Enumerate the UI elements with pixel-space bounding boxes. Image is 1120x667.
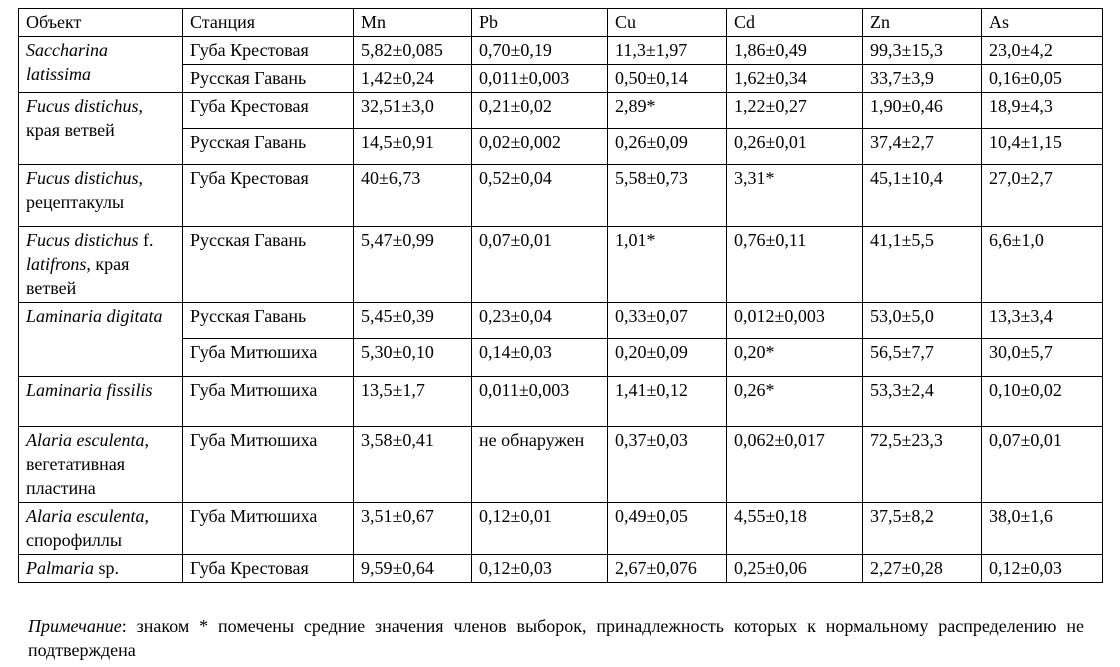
cu-cell: 0,49±0,05 [608,503,727,555]
object-name-part: Laminaria fissilis [26,380,153,400]
mn-cell: 5,82±0,085 [354,37,472,65]
as-cell: 6,6±1,0 [982,227,1103,303]
header-mn: Mn [354,9,472,37]
cd-cell: 0,20* [727,339,863,377]
mn-cell: 32,51±3,0 [354,93,472,129]
pb-cell: 0,02±0,002 [472,129,608,165]
object-cell [19,377,183,427]
table-row [19,503,1103,555]
station-cell: Губа Митюшиха [183,503,354,555]
pb-cell: не обнаружен [472,427,608,503]
as-cell: 10,4±1,15 [982,129,1103,165]
object-name-part: Alaria esculenta [26,430,145,450]
header-row [19,9,1103,37]
station-cell: Губа Крестовая [183,165,354,227]
cu-cell: 11,3±1,97 [608,37,727,65]
mn-cell: 9,59±0,64 [354,555,472,583]
as-cell: 30,0±5,7 [982,339,1103,377]
zn-cell: 2,27±0,28 [863,555,982,583]
station-cell: Русская Гавань [183,227,354,303]
zn-cell: 53,3±2,4 [863,377,982,427]
mn-cell: 3,51±0,67 [354,503,472,555]
as-cell: 13,3±3,4 [982,303,1103,339]
as-cell: 27,0±2,7 [982,165,1103,227]
table-row [19,165,1103,227]
table-note [28,614,1084,662]
cd-cell: 3,31* [727,165,863,227]
mn-cell: 5,45±0,39 [354,303,472,339]
mn-cell: 5,30±0,10 [354,339,472,377]
object-cell [19,503,183,555]
station-cell: Губа Митюшиха [183,377,354,427]
header-object: Объект [19,9,183,37]
cu-cell: 0,20±0,09 [608,339,727,377]
cd-cell: 0,26±0,01 [727,129,863,165]
station-cell: Русская Гавань [183,65,354,93]
object-cell [19,165,183,227]
as-cell: 0,07±0,01 [982,427,1103,503]
mn-cell: 40±6,73 [354,165,472,227]
table-row [19,93,1103,129]
cu-cell: 5,58±0,73 [608,165,727,227]
as-cell: 0,10±0,02 [982,377,1103,427]
object-name-part: , края ветвей [26,254,130,298]
header-cd: Cd [727,9,863,37]
object-name-part: Laminaria digitata [26,306,163,326]
zn-cell: 45,1±10,4 [863,165,982,227]
zn-cell: 99,3±15,3 [863,37,982,65]
cd-cell: 0,25±0,06 [727,555,863,583]
station-cell: Губа Митюшиха [183,339,354,377]
as-cell: 0,16±0,05 [982,65,1103,93]
object-cell [19,303,183,377]
zn-cell: 41,1±5,5 [863,227,982,303]
header-pb: Pb [472,9,608,37]
zn-cell: 53,0±5,0 [863,303,982,339]
zn-cell: 33,7±3,9 [863,65,982,93]
object-name-part: , спорофиллы [26,506,149,550]
cd-cell: 0,012±0,003 [727,303,863,339]
cd-cell: 0,76±0,11 [727,227,863,303]
object-cell [19,37,183,93]
object-name-part: Fucus distichus [26,96,139,116]
table-row [19,377,1103,427]
zn-cell: 37,5±8,2 [863,503,982,555]
object-cell [19,93,183,165]
pb-cell: 0,011±0,003 [472,65,608,93]
cu-cell: 0,33±0,07 [608,303,727,339]
zn-cell: 72,5±23,3 [863,427,982,503]
cd-cell: 1,86±0,49 [727,37,863,65]
pb-cell: 0,52±0,04 [472,165,608,227]
note-label: Примечание [28,616,122,636]
object-name-part: Saccharina latissima [26,40,108,84]
pb-cell: 0,12±0,01 [472,503,608,555]
mn-cell: 14,5±0,91 [354,129,472,165]
as-cell: 38,0±1,6 [982,503,1103,555]
mn-cell: 1,42±0,24 [354,65,472,93]
pb-cell: 0,011±0,003 [472,377,608,427]
object-cell [19,555,183,583]
cu-cell: 0,50±0,14 [608,65,727,93]
station-cell: Губа Крестовая [183,37,354,65]
cd-cell: 0,062±0,017 [727,427,863,503]
cu-cell: 0,26±0,09 [608,129,727,165]
object-name-part: sp. [94,558,120,578]
object-name-part: , рецептакулы [26,168,143,212]
station-cell: Русская Гавань [183,303,354,339]
table-row [19,37,1103,65]
pb-cell: 0,70±0,19 [472,37,608,65]
cu-cell: 2,89* [608,93,727,129]
cd-cell: 0,26* [727,377,863,427]
as-cell: 0,12±0,03 [982,555,1103,583]
pb-cell: 0,23±0,04 [472,303,608,339]
zn-cell: 1,90±0,46 [863,93,982,129]
mn-cell: 13,5±1,7 [354,377,472,427]
object-name-part: f. [138,230,154,250]
table-body [19,37,1103,583]
note-text: : знаком * помечены средние значения членов выборок, принадлежность которых к нормальному распределению не подтверждена [28,616,1084,660]
data-table [18,8,1103,583]
pb-cell: 0,21±0,02 [472,93,608,129]
header-station: Станция [183,9,354,37]
zn-cell: 37,4±2,7 [863,129,982,165]
cd-cell: 1,62±0,34 [727,65,863,93]
object-name-part: , края ветвей [26,96,143,140]
table-row [19,303,1103,339]
pb-cell: 0,12±0,03 [472,555,608,583]
object-name-part: , вегетативная пластина [26,430,149,498]
header-as: As [982,9,1103,37]
station-cell: Губа Митюшиха [183,427,354,503]
cu-cell: 1,01* [608,227,727,303]
mn-cell: 5,47±0,99 [354,227,472,303]
mn-cell: 3,58±0,41 [354,427,472,503]
table-row [19,555,1103,583]
station-cell: Губа Крестовая [183,93,354,129]
station-cell: Губа Крестовая [183,555,354,583]
cd-cell: 1,22±0,27 [727,93,863,129]
object-cell [19,427,183,503]
station-cell: Русская Гавань [183,129,354,165]
object-name-part: Palmaria [26,558,95,578]
header-zn: Zn [863,9,982,37]
as-cell: 23,0±4,2 [982,37,1103,65]
cu-cell: 1,41±0,12 [608,377,727,427]
object-name-part: latifrons [26,254,87,274]
object-name-part: Fucus distichus [26,168,139,188]
pb-cell: 0,07±0,01 [472,227,608,303]
header-cu: Cu [608,9,727,37]
zn-cell: 56,5±7,7 [863,339,982,377]
cd-cell: 4,55±0,18 [727,503,863,555]
pb-cell: 0,14±0,03 [472,339,608,377]
cu-cell: 2,67±0,076 [608,555,727,583]
object-name-part: Fucus distichus [26,230,139,250]
table-row [19,427,1103,503]
object-cell [19,227,183,303]
object-name-part: Alaria esculenta [26,506,145,526]
as-cell: 18,9±4,3 [982,93,1103,129]
cu-cell: 0,37±0,03 [608,427,727,503]
table-row [19,227,1103,303]
